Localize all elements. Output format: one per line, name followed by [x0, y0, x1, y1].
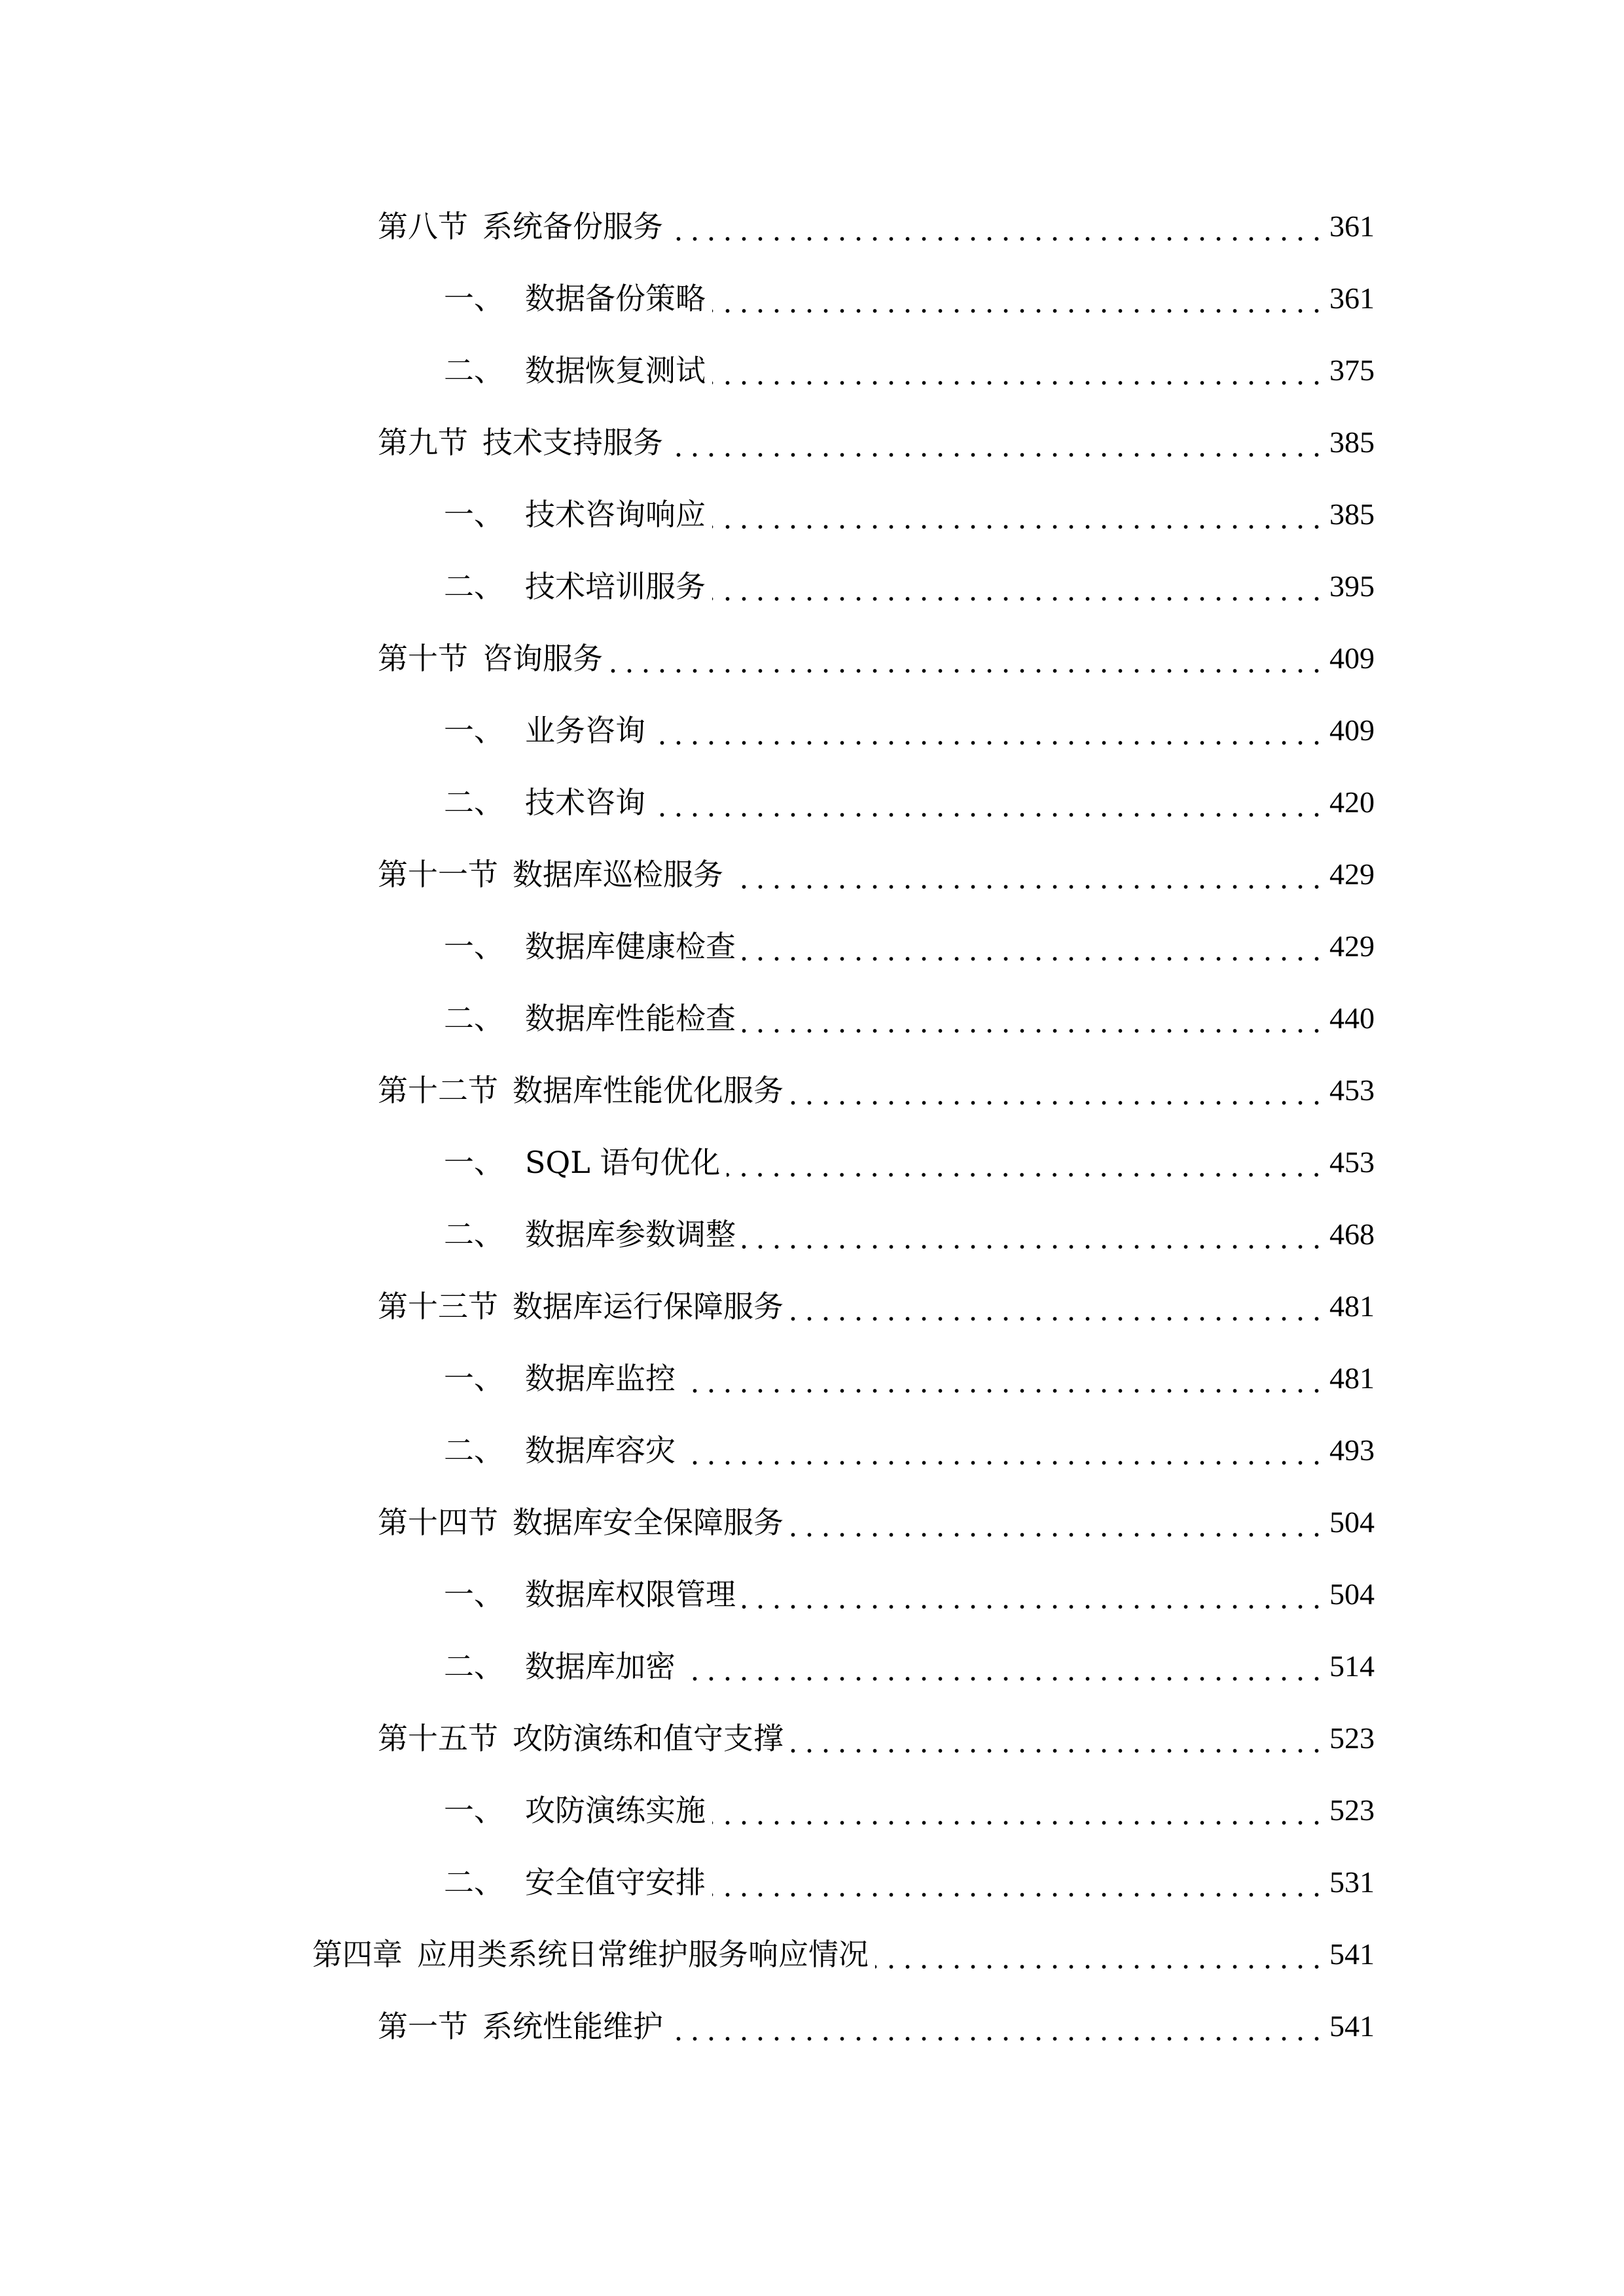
toc-entry-link[interactable] — [444, 1215, 1375, 1254]
toc-page-number: 481 — [1329, 1289, 1375, 1323]
dot-leader — [730, 855, 1325, 894]
toc-page-number: 453 — [1329, 1145, 1375, 1179]
toc-page-number: 375 — [1329, 353, 1375, 387]
toc-entry-title: 系统备份服务 — [482, 209, 663, 244]
toc-entry-title: 咨询服务 — [482, 641, 603, 676]
toc-entry-link[interactable] — [378, 1503, 1375, 1542]
dot-leader — [609, 639, 1325, 678]
toc-entry-number: 第一节 — [378, 2009, 468, 2044]
dot-leader — [790, 1719, 1325, 1758]
dot-leader — [682, 1359, 1325, 1398]
dot-leader — [742, 927, 1325, 966]
toc-entry-link[interactable] — [378, 1719, 1375, 1758]
toc-entry-title: SQL 语句优化 — [525, 1145, 721, 1180]
dot-leader — [670, 2007, 1325, 2046]
toc-page-number: 440 — [1329, 1001, 1375, 1035]
toc-entry-number: 二、 — [444, 1433, 504, 1468]
toc-entry-link[interactable] — [378, 207, 1375, 246]
dot-leader — [682, 1647, 1325, 1686]
toc-entry-link[interactable] — [444, 1431, 1375, 1470]
dot-leader — [742, 999, 1325, 1038]
dot-leader — [790, 1503, 1325, 1542]
toc-entry-link[interactable] — [378, 1287, 1375, 1326]
toc-page-number: 395 — [1329, 569, 1375, 603]
toc-row — [0, 567, 1624, 639]
toc-row — [0, 783, 1624, 855]
toc-page-number: 481 — [1329, 1361, 1375, 1395]
dot-leader — [652, 783, 1325, 822]
dot-leader — [742, 1575, 1325, 1614]
toc-row — [0, 423, 1624, 495]
dot-leader — [652, 711, 1325, 750]
table-of-contents — [0, 207, 1624, 2079]
toc-row — [0, 495, 1624, 567]
toc-entry-number: 一、 — [444, 1145, 504, 1180]
toc-row — [0, 1431, 1624, 1503]
toc-entry-number: 一、 — [444, 497, 504, 532]
dot-leader — [790, 1287, 1325, 1326]
toc-entry-number: 第九节 — [378, 425, 468, 460]
toc-entry-number: 二、 — [444, 353, 504, 388]
dot-leader — [682, 1431, 1325, 1470]
toc-entry-number: 二、 — [444, 1001, 504, 1036]
toc-entry-link[interactable] — [444, 999, 1375, 1038]
toc-entry-link[interactable] — [378, 855, 1375, 894]
dot-leader — [790, 1071, 1325, 1110]
toc-row — [0, 351, 1624, 423]
toc-entry-link[interactable] — [444, 567, 1375, 606]
dot-leader — [742, 1215, 1325, 1254]
toc-entry-link[interactable] — [378, 639, 1375, 678]
toc-entry-number: 一、 — [444, 1361, 504, 1396]
toc-page-number: 361 — [1329, 281, 1375, 315]
toc-entry-title: 应用类系统日常维护服务响应情况 — [417, 1937, 869, 1972]
toc-entry-number: 第十四节 — [378, 1505, 498, 1540]
toc-entry-title: 数据库容灾 — [525, 1433, 676, 1468]
toc-page-number: 361 — [1329, 209, 1375, 243]
toc-entry-number: 一、 — [444, 1577, 504, 1612]
toc-entry-number: 第十一节 — [378, 857, 498, 892]
toc-row — [0, 207, 1624, 279]
toc-row — [0, 1935, 1624, 2007]
toc-row — [0, 1359, 1624, 1431]
toc-entry-number: 二、 — [444, 1217, 504, 1252]
toc-entry-title: 技术支持服务 — [482, 425, 663, 460]
dot-leader — [670, 207, 1325, 246]
toc-row — [0, 1071, 1624, 1143]
toc-entry-title: 系统性能维护 — [482, 2009, 663, 2044]
toc-entry-number: 二、 — [444, 1865, 504, 1900]
toc-row — [0, 279, 1624, 351]
toc-entry-title: 数据备份策略 — [525, 281, 706, 316]
toc-row — [0, 1647, 1624, 1719]
toc-entry-title: 攻防演练和值守支撑 — [513, 1721, 784, 1756]
toc-entry-link[interactable] — [444, 783, 1375, 822]
toc-page-number: 409 — [1329, 641, 1375, 675]
toc-entry-link[interactable] — [312, 1935, 1375, 1974]
toc-entry-number: 第十二节 — [378, 1073, 498, 1108]
toc-row — [0, 1215, 1624, 1287]
toc-entry-link[interactable] — [444, 927, 1375, 966]
dot-leader — [712, 495, 1325, 534]
toc-entry-number: 第十节 — [378, 641, 468, 676]
toc-entry-title: 技术咨询响应 — [525, 497, 706, 532]
toc-page-number: 453 — [1329, 1073, 1375, 1107]
toc-page-number: 531 — [1329, 1865, 1375, 1899]
toc-entry-link[interactable] — [444, 279, 1375, 318]
toc-page-number: 385 — [1329, 425, 1375, 459]
toc-entry-title: 技术咨询 — [525, 785, 645, 820]
toc-entry-link[interactable] — [444, 1647, 1375, 1686]
toc-entry-link[interactable] — [444, 1791, 1375, 1830]
toc-row — [0, 1503, 1624, 1575]
dot-leader — [712, 1863, 1325, 1902]
toc-entry-number: 二、 — [444, 569, 504, 604]
toc-page-number: 523 — [1329, 1721, 1375, 1755]
toc-row — [0, 711, 1624, 783]
toc-entry-title: 攻防演练实施 — [525, 1793, 706, 1828]
toc-entry-title: 数据库权限管理 — [525, 1577, 736, 1612]
dot-leader — [712, 1791, 1325, 1830]
dot-leader — [875, 1935, 1325, 1974]
toc-row — [0, 927, 1624, 999]
toc-page-number: 493 — [1329, 1433, 1375, 1467]
toc-page-number: 504 — [1329, 1505, 1375, 1539]
toc-row — [0, 1287, 1624, 1359]
toc-entry-number: 一、 — [444, 713, 504, 748]
toc-entry-title: 数据库监控 — [525, 1361, 676, 1396]
toc-entry-link[interactable] — [444, 1143, 1375, 1182]
toc-page-number: 429 — [1329, 929, 1375, 963]
toc-entry-title: 数据库参数调整 — [525, 1217, 736, 1252]
toc-entry-number: 第十五节 — [378, 1721, 498, 1756]
toc-page-number: 523 — [1329, 1793, 1375, 1827]
toc-page-number: 514 — [1329, 1649, 1375, 1683]
toc-entry-title: 数据库安全保障服务 — [513, 1505, 784, 1540]
toc-entry-number: 一、 — [444, 1793, 504, 1828]
toc-entry-title: 技术培训服务 — [525, 569, 706, 604]
toc-entry-number: 二、 — [444, 1649, 504, 1684]
toc-entry-link[interactable] — [444, 1575, 1375, 1614]
toc-page-number: 541 — [1329, 2009, 1375, 2043]
toc-entry-link[interactable] — [378, 2007, 1375, 2046]
toc-entry-number: 二、 — [444, 785, 504, 820]
toc-entry-link[interactable] — [444, 711, 1375, 750]
toc-page-number: 429 — [1329, 857, 1375, 891]
toc-entry-link[interactable] — [378, 1071, 1375, 1110]
toc-page-number: 420 — [1329, 785, 1375, 819]
toc-row — [0, 1863, 1624, 1935]
toc-row — [0, 1791, 1624, 1863]
dot-leader — [712, 351, 1325, 390]
toc-entry-link[interactable] — [444, 495, 1375, 534]
toc-entry-title: 业务咨询 — [525, 713, 645, 748]
toc-entry-number: 第十三节 — [378, 1289, 498, 1324]
toc-row — [0, 1575, 1624, 1647]
toc-entry-link[interactable] — [444, 1863, 1375, 1902]
dot-leader — [712, 567, 1325, 606]
toc-entry-number: 第四章 — [312, 1937, 403, 1972]
toc-page-number: 468 — [1329, 1217, 1375, 1251]
toc-row — [0, 2007, 1624, 2079]
toc-page-number: 385 — [1329, 497, 1375, 531]
dot-leader — [670, 423, 1325, 462]
toc-entry-title: 数据库运行保障服务 — [513, 1289, 784, 1324]
toc-row — [0, 639, 1624, 711]
toc-row — [0, 855, 1624, 927]
toc-entry-number: 一、 — [444, 929, 504, 964]
toc-entry-link[interactable] — [378, 423, 1375, 462]
toc-entry-link[interactable] — [444, 1359, 1375, 1398]
toc-entry-title: 数据库性能优化服务 — [513, 1073, 784, 1108]
toc-page-number: 541 — [1329, 1937, 1375, 1971]
toc-row — [0, 1719, 1624, 1791]
dot-leader — [712, 279, 1325, 318]
toc-entry-title: 数据库巡检服务 — [513, 857, 723, 892]
toc-entry-title: 数据恢复测试 — [525, 353, 706, 388]
toc-page-number: 504 — [1329, 1577, 1375, 1611]
toc-entry-title: 数据库加密 — [525, 1649, 676, 1684]
toc-row — [0, 999, 1624, 1071]
toc-entry-title: 数据库性能检查 — [525, 1001, 736, 1036]
toc-page-number: 409 — [1329, 713, 1375, 747]
toc-entry-number: 第八节 — [378, 209, 468, 244]
toc-row — [0, 1143, 1624, 1215]
dot-leader — [727, 1143, 1325, 1182]
toc-entry-link[interactable] — [444, 351, 1375, 390]
toc-entry-number: 一、 — [444, 281, 504, 316]
toc-entry-title: 安全值守安排 — [525, 1865, 706, 1900]
toc-entry-title: 数据库健康检查 — [525, 929, 736, 964]
